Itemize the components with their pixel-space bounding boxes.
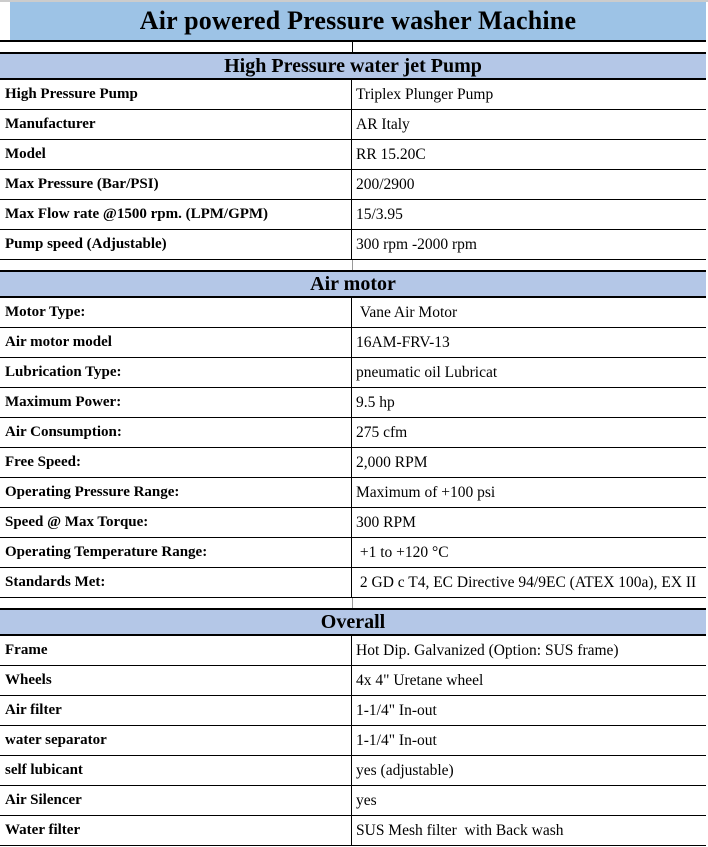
spec-label: Frame (0, 636, 352, 665)
spec-label: Pump speed (Adjustable) (0, 230, 352, 259)
section-header: High Pressure water jet Pump (0, 52, 706, 80)
spec-row (0, 298, 706, 328)
spec-row (0, 726, 706, 756)
spec-label: Max Flow rate @1500 rpm. (LPM/GPM) (0, 200, 352, 229)
spec-value: pneumatic oil Lubricat (356, 364, 498, 381)
spec-value: SUS Mesh filter with Back wash (356, 822, 564, 839)
spec-value: 9.5 hp (356, 394, 395, 411)
spec-row (0, 110, 706, 140)
column-divider-line (352, 42, 353, 52)
spec-row (0, 636, 706, 666)
spec-label: Air Consumption: (0, 418, 352, 447)
spec-row (0, 140, 706, 170)
spec-row (0, 538, 706, 568)
spec-label: Standards Met: (0, 568, 352, 597)
spec-row (0, 418, 706, 448)
spec-label: Operating Pressure Range: (0, 478, 352, 507)
spec-row (0, 786, 706, 816)
spec-label: High Pressure Pump (0, 80, 352, 109)
spec-label: Free Speed: (0, 448, 352, 477)
sections-container (0, 42, 706, 846)
spec-value: 1-1/4" In-out (356, 732, 437, 749)
section-header: Air motor (0, 270, 706, 298)
spec-value: 2 GD c T4, EC Directive 94/9EC (ATEX 100a), EX II (356, 574, 697, 591)
spec-value: 16AM-FRV-13 (356, 334, 450, 351)
spec-label: Lubrication Type: (0, 358, 352, 387)
spec-label: Manufacturer (0, 110, 352, 139)
column-divider-line (352, 260, 353, 270)
title-left-spacer (0, 2, 10, 40)
spec-table (0, 2, 706, 846)
spec-row (0, 230, 706, 260)
spec-value: 15/3.95 (356, 206, 403, 223)
spec-row (0, 816, 706, 846)
section-gap (0, 42, 706, 52)
spec-label: Air motor model (0, 328, 352, 357)
spec-row (0, 478, 706, 508)
spec-label: Wheels (0, 666, 352, 695)
spec-row (0, 200, 706, 230)
spec-row (0, 80, 706, 110)
spec-label: Speed @ Max Torque: (0, 508, 352, 537)
spec-value: 275 cfm (356, 424, 408, 441)
spec-row (0, 170, 706, 200)
spec-value: 2,000 RPM (356, 454, 428, 471)
page-title: Air powered Pressure washer Machine (10, 2, 706, 40)
spec-row (0, 666, 706, 696)
spec-row (0, 696, 706, 726)
spec-label: self lubicant (0, 756, 352, 785)
spec-label: Air filter (0, 696, 352, 725)
spec-label: Motor Type: (0, 298, 352, 327)
section-header: Overall (0, 608, 706, 636)
spec-value: 300 rpm -2000 rpm (356, 236, 477, 253)
spec-label: Water filter (0, 816, 352, 845)
spec-value: yes (adjustable) (356, 762, 454, 779)
spec-label: Maximum Power: (0, 388, 352, 417)
spec-row (0, 508, 706, 538)
spec-row (0, 756, 706, 786)
spec-row (0, 568, 706, 598)
spec-value: Triplex Plunger Pump (356, 86, 494, 103)
spec-value: Hot Dip. Galvanized (Option: SUS frame) (356, 642, 619, 659)
spec-row (0, 388, 706, 418)
title-bar (0, 2, 706, 42)
spec-label: Operating Temperature Range: (0, 538, 352, 567)
spec-value: RR 15.20C (356, 146, 426, 163)
spec-value: Vane Air Motor (356, 304, 458, 321)
spec-label: water separator (0, 726, 352, 755)
spec-label: Air Silencer (0, 786, 352, 815)
spec-row (0, 358, 706, 388)
section-gap (0, 260, 706, 270)
spec-value: 200/2900 (356, 176, 415, 193)
spec-value: +1 to +120 °C (356, 544, 449, 561)
spec-value: 4x 4" Uretane wheel (356, 672, 484, 689)
spec-label: Model (0, 140, 352, 169)
spec-value: AR Italy (356, 116, 410, 133)
spec-row (0, 448, 706, 478)
section-gap (0, 598, 706, 608)
spec-label: Max Pressure (Bar/PSI) (0, 170, 352, 199)
spec-value: 1-1/4" In-out (356, 702, 437, 719)
spec-value: Maximum of +100 psi (356, 484, 496, 501)
column-divider-line (352, 598, 353, 608)
spec-value: 300 RPM (356, 514, 416, 531)
spec-row (0, 328, 706, 358)
spec-value: yes (356, 792, 377, 809)
